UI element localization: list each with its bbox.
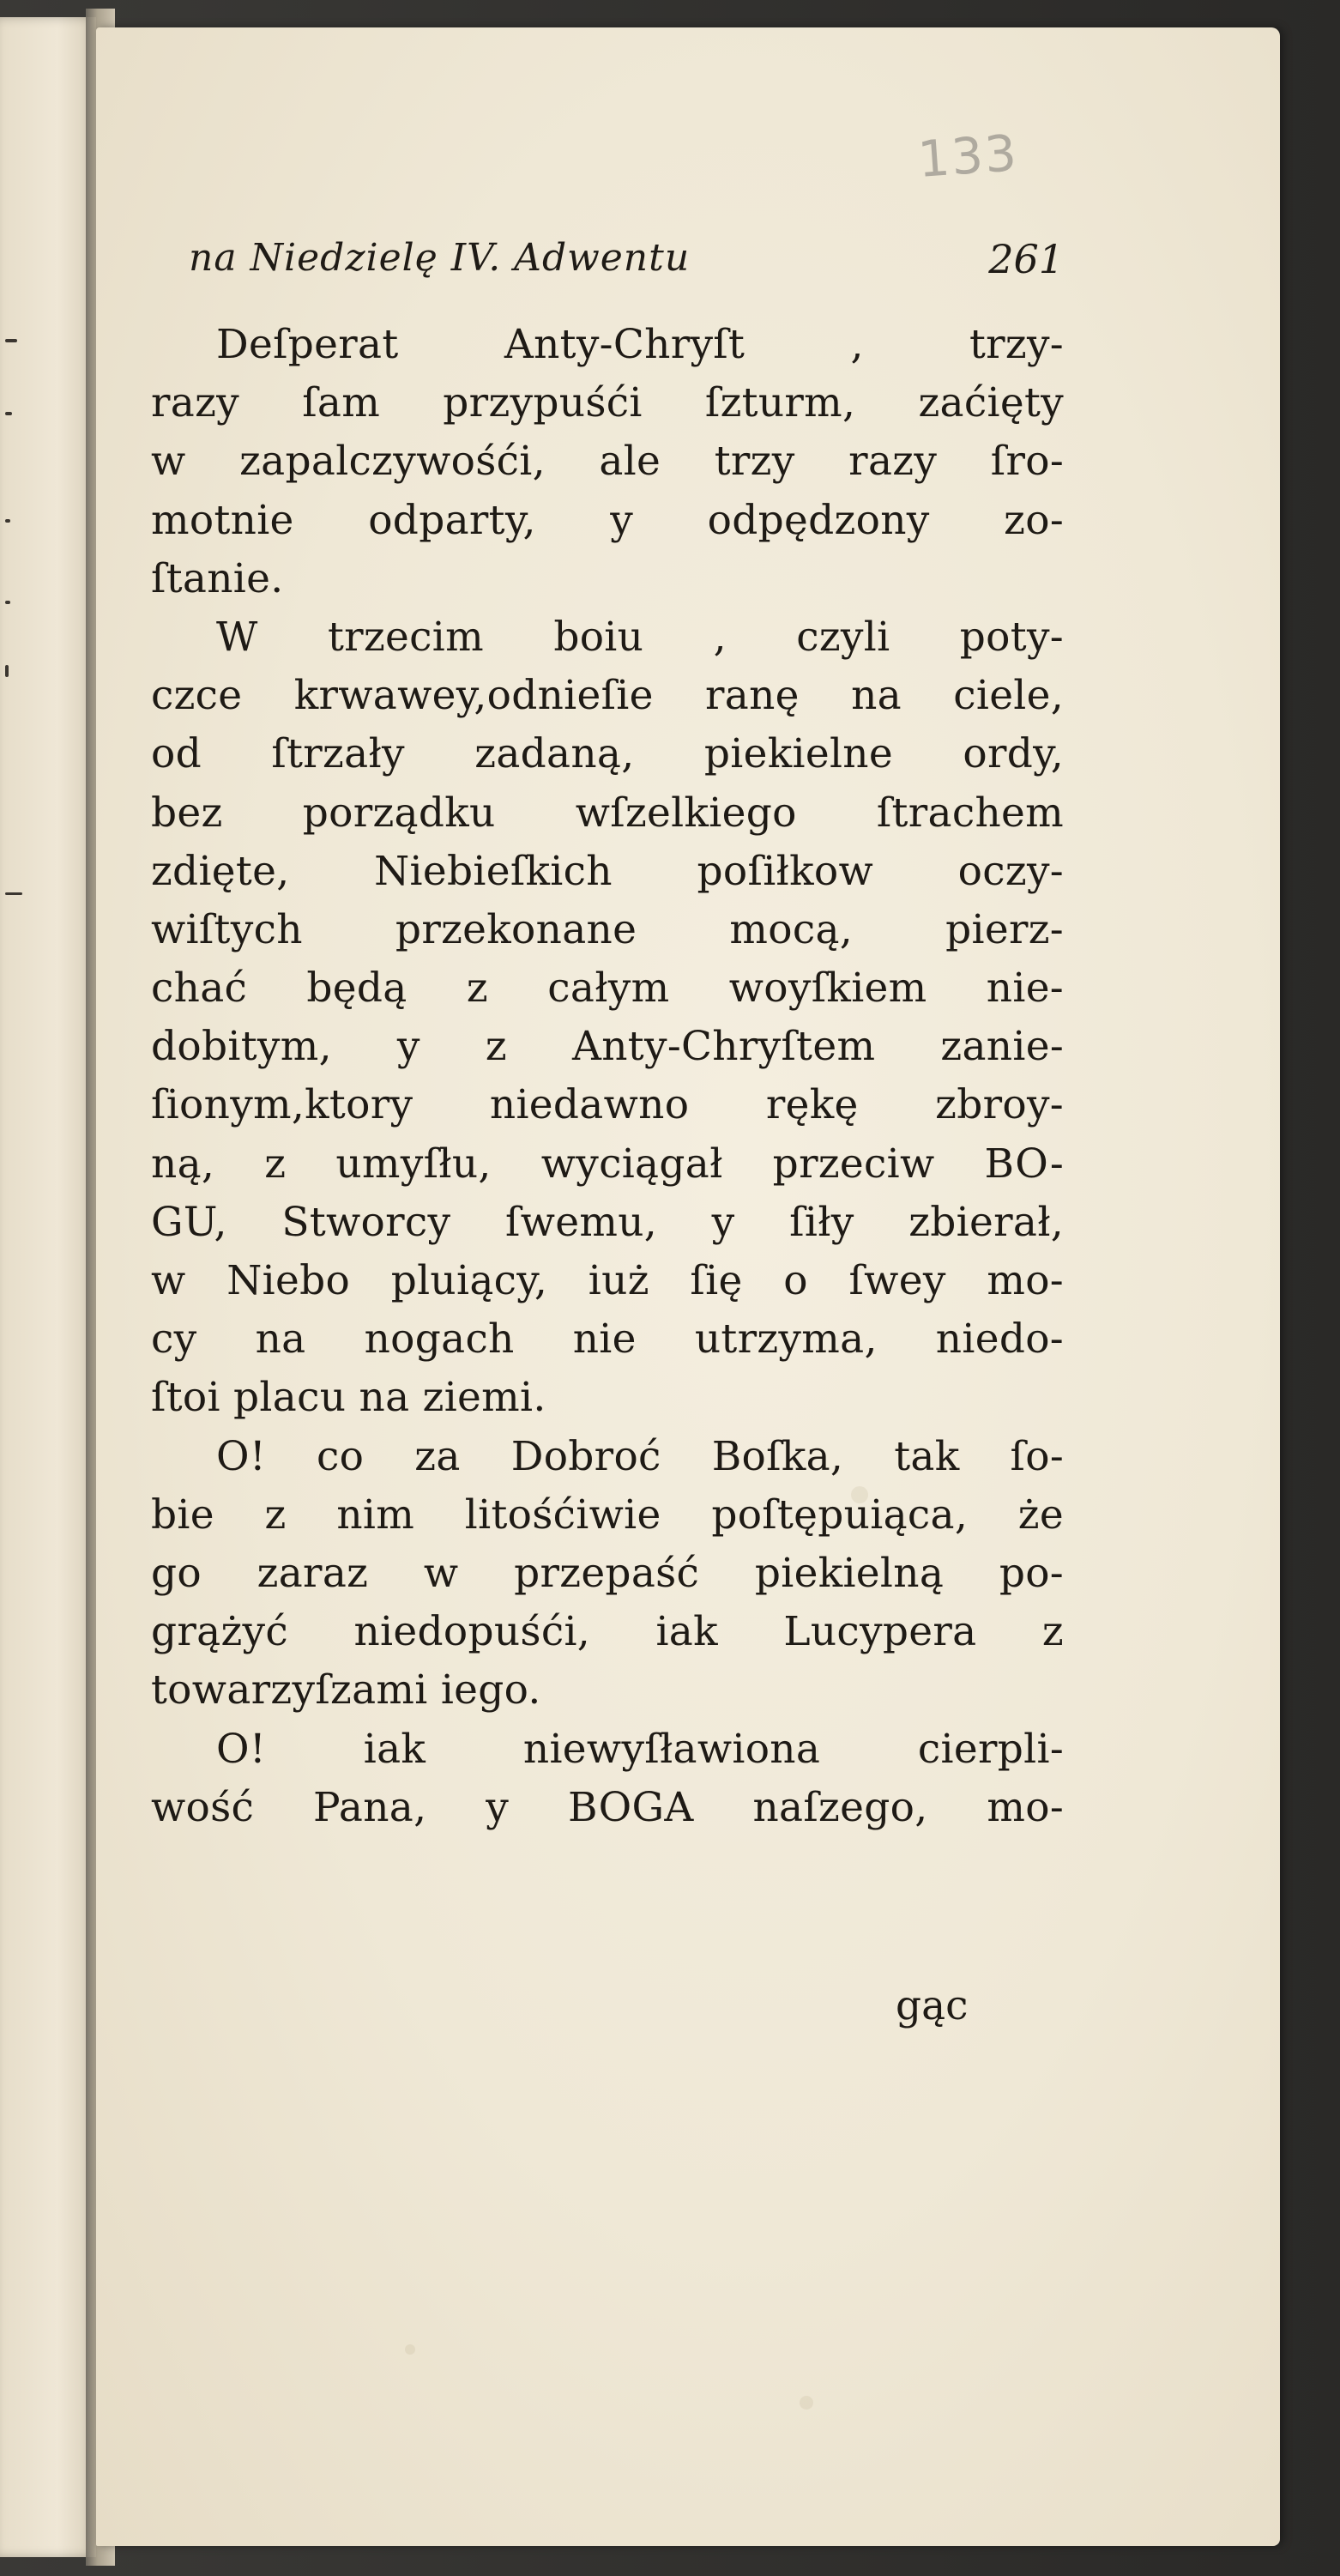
text-line: dobitym, y z Anty-Chryſtem zanie-: [151, 1023, 1064, 1071]
paper-stain: [800, 2396, 813, 2410]
page-number: 261: [988, 236, 1064, 282]
text-line: cy na nogach nie utrzyma, niedo-: [151, 1315, 1064, 1364]
body-text: [151, 316, 1064, 1837]
text-line: razy ſam przypuśći ſzturm, zaćięty: [151, 379, 1064, 427]
text-line: O! iak niewyſławiona cierpli-: [216, 1725, 1064, 1773]
running-head-title: na Niedzielę IV. Adwentu: [189, 236, 691, 280]
previous-page-edge: [0, 17, 96, 2557]
text-line: towarzyſzami iego.: [151, 1666, 541, 1714]
text-line: O! co za Dobroć Boſka, tak ſo-: [216, 1432, 1064, 1480]
paper-stain: [405, 2344, 415, 2355]
text-line: wiſtych przekonane mocą, pierz-: [151, 905, 1064, 953]
text-line: czce krwawey,odnieſie ranę na ciele,: [151, 672, 1064, 720]
prev-mark: [5, 892, 22, 895]
previous-page-text-fragments: [0, 17, 96, 2557]
text-line: motnie odparty, y odpędzony zo-: [151, 496, 1064, 544]
text-line: od ſtrzały zadaną, piekielne ordy,: [151, 730, 1064, 778]
text-line: w Niebo pluiący, iuż ſię o ſwey mo-: [151, 1257, 1064, 1304]
prev-mark: [5, 665, 9, 677]
prev-mark: [5, 601, 10, 604]
text-line: W trzecim boiu , czyli poty-: [216, 613, 1064, 661]
text-line: zdięte, Niebieſkich poſiłkow oczy-: [151, 847, 1064, 895]
prev-mark: [5, 412, 12, 415]
text-line: go zaraz w przepaść piekielną po-: [151, 1549, 1064, 1597]
text-line: GU, Stworcy ſwemu, y ſiły zbierał,: [151, 1198, 1064, 1246]
text-line: ną, z umyſłu, wyciągał przeciw BO-: [151, 1140, 1064, 1188]
text-line: bez porządku wſzelkiego ſtrachem: [151, 789, 1064, 837]
catchword: gąc: [896, 1982, 969, 2029]
text-line: ſtoi placu na ziemi.: [151, 1374, 546, 1422]
running-head: [189, 236, 1064, 296]
text-line: ſtanie.: [151, 554, 284, 602]
text-line: grążyć niedopuśći, iak Lucypera z: [151, 1608, 1064, 1656]
text-line: chać będą z całym woyſkiem nie-: [151, 964, 1064, 1013]
text-line: ſionym,ktory niedawno rękę zbroy-: [151, 1081, 1064, 1129]
prev-mark: [5, 339, 17, 342]
text-line: bie z nim litośćiwie poſtępuiąca, że: [151, 1491, 1064, 1539]
pencil-folio-number: 133: [915, 124, 1020, 189]
text-line: wość Pana, y BOGA naſzego, mo-: [151, 1783, 1064, 1831]
prev-mark: [5, 519, 10, 523]
text-line: Deſperat Anty-Chryſt , trzy-: [216, 321, 1064, 368]
text-line: w zapalczywośći, ale trzy razy ſro-: [151, 438, 1064, 486]
